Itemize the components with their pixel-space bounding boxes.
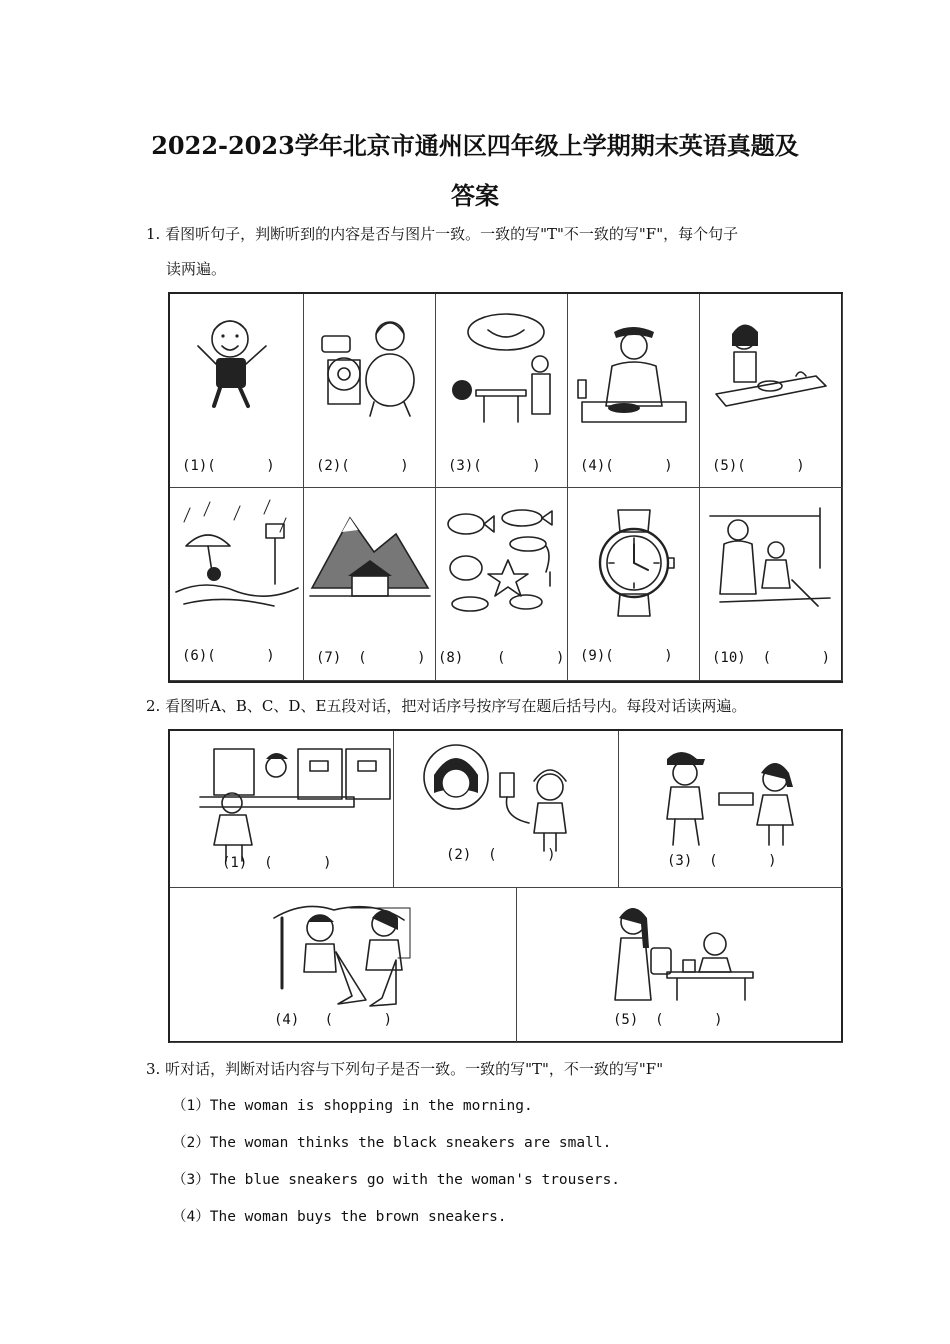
q2-cell-4: [170, 888, 517, 1043]
woman-serving-drink-icon: [517, 888, 843, 1018]
q3-item-2: （2）The woman thinks the black sneakers are small.: [172, 1135, 612, 1151]
q1-label-6: (6)( ): [182, 648, 275, 664]
woman-on-phone-icon: [304, 294, 436, 444]
q2-cell-1: [170, 731, 394, 888]
q1-cell-9: [568, 488, 700, 681]
q2-label-2: (2) ( ): [446, 847, 556, 863]
q1-label-9: (9)( ): [580, 648, 673, 664]
girl-cooking-icon: [700, 294, 843, 444]
wristwatch-icon: [568, 488, 700, 638]
rainy-umbrella-icon: [170, 488, 304, 638]
family-cleaning-icon: [700, 488, 843, 638]
mountain-house-icon: [304, 488, 436, 638]
q1-cell-5: [700, 294, 843, 488]
q1-label-10: (10) ( ): [712, 650, 831, 666]
girl-at-counter-icon: [170, 731, 394, 861]
q3-item-3: （3）The blue sneakers go with the woman's trousers.: [172, 1172, 621, 1188]
q1-label-7: (7) ( ): [316, 650, 426, 666]
page-title: 2022-2023学年北京市通州区四年级上学期期末英语真题及: [151, 131, 799, 160]
man-eating-icon: [568, 294, 700, 444]
q1-label-3: (3)( ): [448, 458, 541, 474]
q3-item-1: （1）The woman is shopping in the morning.: [172, 1098, 533, 1114]
q1-cell-10: [700, 488, 843, 681]
q2-label-3: (3) ( ): [667, 853, 777, 869]
q2-cell-3: [619, 731, 843, 888]
restaurant-waiter-icon: [436, 294, 568, 444]
q1-label-8: (8) ( ): [438, 650, 565, 666]
girl-telephone-call-icon: [394, 731, 619, 861]
q1-cell-1: [170, 294, 304, 488]
q1-picture-grid: [168, 292, 843, 683]
q1-cell-2: [304, 294, 436, 488]
page-title-cont: 答案: [451, 181, 499, 210]
q1-label-5: (5)( ): [712, 458, 805, 474]
q1-cell-7: [304, 488, 436, 681]
q2-picture-grid: [168, 729, 843, 1043]
q2-label-4: (4) ( ): [274, 1012, 393, 1028]
q2-instruction: 2. 看图听A、B、C、D、E五段对话，把对话序号按序写在题后括号内。每段对话读两遍。: [146, 697, 747, 715]
q2-label-5: (5) ( ): [613, 1012, 723, 1028]
q2-cell-2: [394, 731, 619, 888]
q1-cell-8: [436, 488, 568, 681]
q1-label-4: (4)( ): [580, 458, 673, 474]
q2-label-1: (1) ( ): [222, 855, 332, 871]
q1-cell-3: [436, 294, 568, 488]
kids-sweeping-leaves-icon: [170, 888, 517, 1018]
boy-girl-gift-icon: [619, 731, 843, 861]
fish-sea-animals-icon: [436, 488, 568, 638]
q1-instruction-cont: 读两遍。: [166, 260, 227, 278]
q1-cell-4: [568, 294, 700, 488]
q1-instruction: 1. 看图听句子，判断听到的内容是否与图片一致。一致的写"T"不一致的写"F"，每个句子: [146, 225, 739, 243]
q1-cell-6: [170, 488, 304, 681]
q2-cell-5: [517, 888, 843, 1043]
q1-label-2: (2)( ): [316, 458, 409, 474]
happy-boy-icon: [170, 294, 304, 444]
q3-instruction: 3. 听对话，判断对话内容与下列句子是否一致。一致的写"T"，不一致的写"F": [146, 1060, 664, 1078]
q3-item-4: （4）The woman buys the brown sneakers.: [172, 1209, 507, 1225]
q1-label-1: (1)( ): [182, 458, 275, 474]
